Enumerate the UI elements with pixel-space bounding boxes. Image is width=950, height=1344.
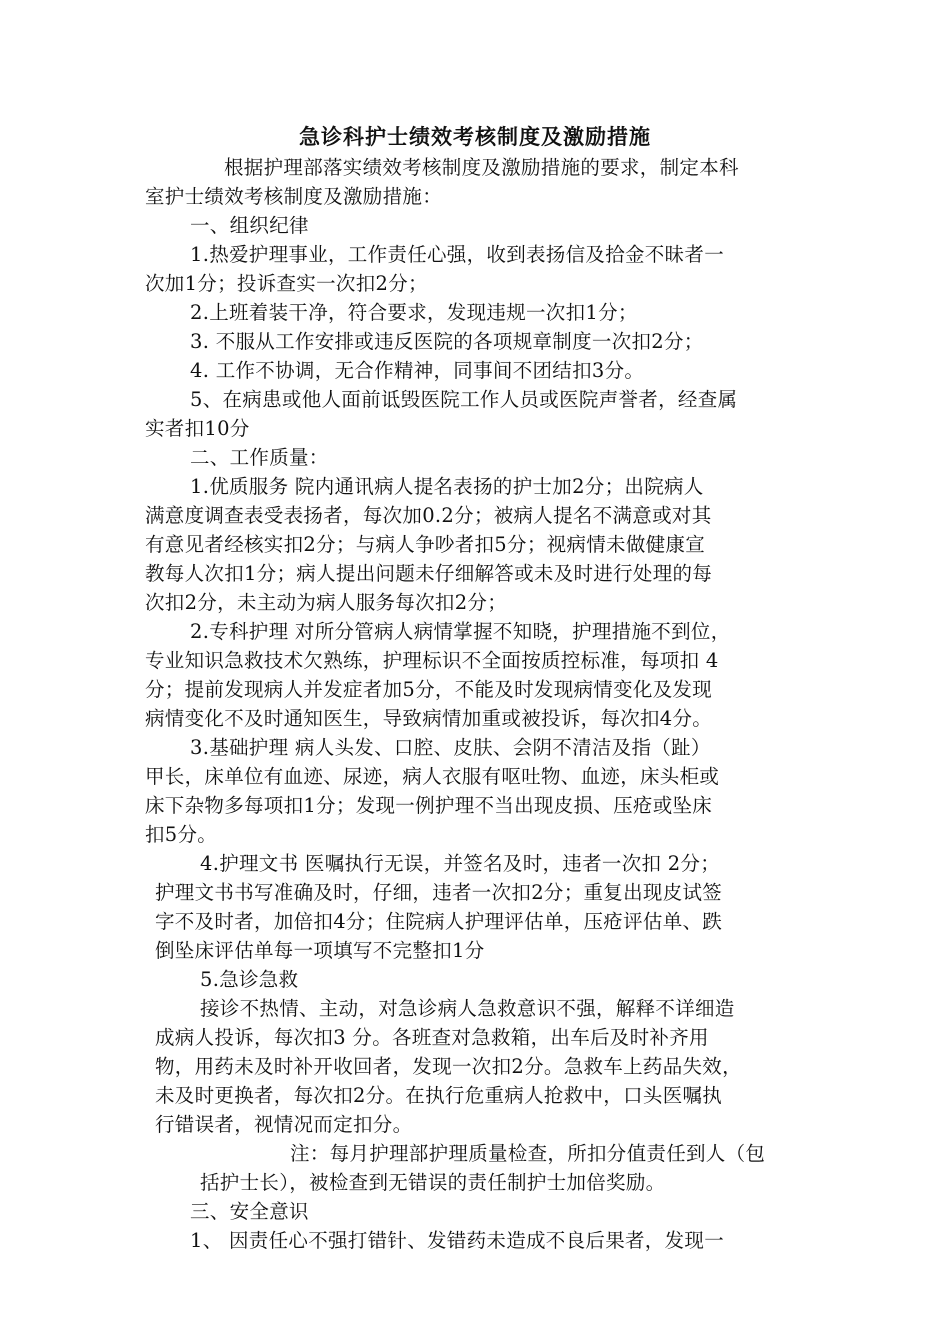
paragraph-line: 物，用药未及时补开收回者，发现一次扣2分。急救车上药品失效， <box>155 1055 742 1078</box>
paragraph-line: 3. 不服从工作安排或违反医院的各项规章制度一次扣2分； <box>190 330 704 353</box>
paragraph-line: 3.基础护理 病人头发、口腔、皮肤、会阴不清洁及指（趾） <box>190 736 711 759</box>
paragraph-line: 甲长，床单位有血迹、尿迹，病人衣服有呕吐物、血迹，床头柜或 <box>145 765 720 788</box>
paragraph-line: 成病人投诉，每次扣3 分。各班查对急救箱，出车后及时补齐用 <box>155 1026 709 1049</box>
paragraph-line: 2.上班着装干净，符合要求，发现违规一次扣1分； <box>190 301 638 324</box>
paragraph-line: 1、 因责任心不强打错针、发错药未造成不良后果者，发现一 <box>190 1229 725 1252</box>
paragraph-line: 满意度调查表受表扬者，每次加0.2分；被病人提名不满意或对其 <box>145 504 712 527</box>
paragraph-line: 1.热爱护理事业，工作责任心强，收到表扬信及拾金不昧者一 <box>190 243 725 266</box>
paragraph-line: 实者扣10分 <box>145 417 250 440</box>
paragraph-line: 分；提前发现病人并发症者加5分，不能及时发现病情变化及发现 <box>145 678 713 701</box>
paragraph-line: 次加1分；投诉查实一次扣2分； <box>145 272 428 295</box>
paragraph-line: 5、在病患或他人面前诋毁医院工作人员或医院声誉者，经查属 <box>190 388 738 411</box>
paragraph-line: 字不及时者，加倍扣4分；住院病人护理评估单，压疮评估单、跌 <box>155 910 723 933</box>
note-line: 括护士长），被检查到无错误的责任制护士加倍奖励。 <box>200 1171 666 1194</box>
paragraph-line: 专业知识急救技术欠熟练，护理标识不全面按质控标准，每项扣 4 <box>145 649 719 672</box>
paragraph-line: 接诊不热情、主动，对急诊病人急救意识不强，解释不详细造 <box>200 997 735 1020</box>
section-heading: 二、工作质量： <box>190 446 329 469</box>
paragraph-line: 教每人次扣1分；病人提出问题未仔细解答或未及时进行处理的每 <box>145 562 713 585</box>
paragraph-line: 室护士绩效考核制度及激励措施： <box>145 185 443 208</box>
paragraph-line: 4.护理文书 医嘱执行无误，并签名及时，违者一次扣 2分； <box>200 852 721 875</box>
paragraph-line: 护理文书书写准确及时，仔细，违者一次扣2分；重复出现皮试签 <box>155 881 723 904</box>
paragraph-line: 床下杂物多每项扣1分；发现一例护理不当出现皮损、压疮或坠床 <box>145 794 713 817</box>
paragraph-line: 倒坠床评估单每一项填写不完整扣1分 <box>155 939 485 962</box>
document-title: 急诊科护士绩效考核制度及激励措施 <box>299 124 651 149</box>
paragraph-line: 4. 工作不协调，无合作精神，同事间不团结扣3分。 <box>190 359 645 382</box>
paragraph-line: 2.专科护理 对所分管病人病情掌握不知晓，护理措施不到位， <box>190 620 731 643</box>
section-heading: 一、组织纪律 <box>190 214 309 237</box>
paragraph-line: 病情变化不及时通知医生，导致病情加重或被投诉，每次扣4分。 <box>145 707 713 730</box>
paragraph-line: 次扣2分，未主动为病人服务每次扣2分； <box>145 591 508 614</box>
section-heading: 5.急诊急救 <box>200 968 299 991</box>
section-heading: 三、安全意识 <box>190 1200 309 1223</box>
paragraph-line: 1.优质服务 院内通讯病人提名表扬的护士加2分；出院病人 <box>190 475 704 498</box>
paragraph-line: 行错误者，视情况而定扣分。 <box>155 1113 413 1136</box>
paragraph-line: 根据护理部落实绩效考核制度及激励措施的要求，制定本科 <box>224 156 739 179</box>
paragraph-line: 有意见者经核实扣2分；与病人争吵者扣5分；视病情未做健康宣 <box>145 533 706 556</box>
paragraph-line: 扣5分。 <box>145 823 218 846</box>
paragraph-line: 未及时更换者，每次扣2分。在执行危重病人抢救中，口头医嘱执 <box>155 1084 723 1107</box>
note-line: 注：每月护理部护理质量检查，所扣分值责任到人（包 <box>290 1142 766 1165</box>
